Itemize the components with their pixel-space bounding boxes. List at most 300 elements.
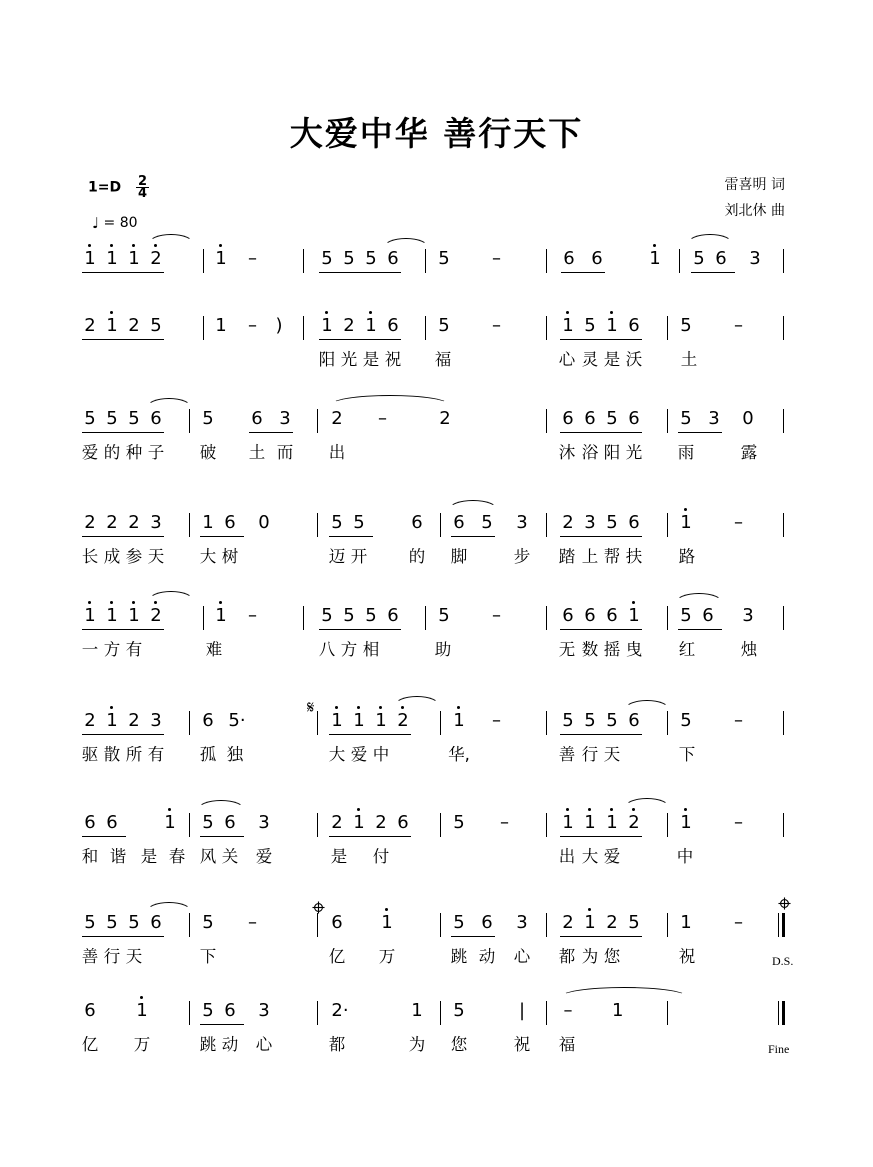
octave-dot-icon	[88, 601, 91, 604]
lyric: 露	[740, 443, 758, 462]
duration-dash: –	[734, 812, 743, 833]
lyric: 曳	[625, 640, 643, 659]
note: 1	[84, 248, 96, 269]
lyric: 阳	[603, 443, 621, 462]
lyric: 行	[103, 947, 121, 966]
octave-dot-icon	[110, 311, 113, 314]
lyric: 踏	[558, 547, 576, 566]
lyric: 华,	[448, 745, 470, 764]
note: 5	[331, 512, 343, 533]
note: 1	[106, 710, 118, 731]
note: 1	[215, 315, 227, 336]
note: 3	[150, 512, 162, 533]
tie-arc	[146, 902, 192, 912]
barline	[546, 1001, 547, 1025]
note: 2	[439, 408, 451, 429]
note: 5	[365, 605, 377, 626]
lyric: 出	[328, 443, 346, 462]
lyric: 的	[408, 547, 426, 566]
lyric: 的	[103, 443, 121, 462]
lyric: 沃	[625, 350, 643, 369]
lyric-row	[0, 639, 873, 665]
beam-line	[329, 836, 411, 837]
note: 5	[202, 912, 214, 933]
duration-dash: –	[500, 812, 509, 833]
barline	[783, 249, 784, 273]
lyric: 动	[221, 1035, 239, 1054]
barline	[203, 249, 204, 273]
beam-line	[451, 936, 495, 937]
note: 6	[411, 512, 423, 533]
note: 5	[453, 812, 465, 833]
lyric: 无	[558, 640, 576, 659]
lyric-row	[0, 442, 873, 468]
note: 6	[251, 408, 263, 429]
barline	[546, 606, 547, 630]
note: 2	[128, 315, 140, 336]
lyric: 您	[450, 1035, 468, 1054]
note: 6	[453, 512, 465, 533]
barline	[546, 913, 547, 937]
lyric: 而	[276, 443, 294, 462]
beam-line	[82, 936, 164, 937]
lyric: 孤	[199, 745, 217, 764]
note: 5	[562, 710, 574, 731]
note: 1	[411, 1000, 423, 1021]
note: 5	[202, 408, 214, 429]
note: 1	[321, 315, 333, 336]
note: 1	[381, 912, 393, 933]
lyric: 土	[248, 443, 266, 462]
beam-line	[319, 629, 401, 630]
octave-dot-icon	[154, 244, 157, 247]
credits	[725, 172, 785, 224]
lyric: 方	[340, 640, 358, 659]
lyricist-credit: 雷喜明 词	[724, 177, 785, 193]
beam-line	[249, 432, 293, 433]
octave-dot-icon	[610, 808, 613, 811]
lyric: 心	[513, 947, 531, 966]
lyric: 大	[581, 847, 599, 866]
note: 6	[331, 912, 343, 933]
duration-dash: –	[492, 248, 501, 269]
beam-line	[678, 432, 722, 433]
lyric: 是	[330, 847, 348, 866]
tie-arc	[624, 700, 670, 710]
note: 6	[224, 512, 236, 533]
lyric: 浴	[581, 443, 599, 462]
lyric: 中	[372, 745, 390, 764]
note: 2	[562, 912, 574, 933]
octave-dot-icon	[219, 244, 222, 247]
note: 5	[693, 248, 705, 269]
note: 6	[202, 710, 214, 731]
lyric: 摇	[603, 640, 621, 659]
beam-line	[82, 536, 164, 537]
barline	[317, 913, 318, 937]
note: 3	[516, 512, 528, 533]
note: 5	[150, 315, 162, 336]
lyric: 烛	[740, 640, 758, 659]
lyric: 行	[581, 745, 599, 764]
lyric-row	[0, 1034, 873, 1060]
lyric: 长	[81, 547, 99, 566]
beam-line	[200, 1024, 244, 1025]
beam-line	[561, 272, 605, 273]
note: 5	[628, 912, 640, 933]
octave-dot-icon	[385, 908, 388, 911]
duration-dash: –	[734, 710, 743, 731]
note: 1	[680, 512, 692, 533]
lyric-row	[0, 744, 873, 770]
octave-dot-icon	[566, 311, 569, 314]
lyric: 独	[226, 745, 244, 764]
lyric-row	[0, 349, 873, 375]
barline	[546, 409, 547, 433]
note: 2	[84, 315, 96, 336]
beam-line	[319, 339, 401, 340]
lyric: 爱	[603, 847, 621, 866]
barline	[303, 606, 304, 630]
lyric: 灵	[581, 350, 599, 369]
lyric: 扶	[625, 547, 643, 566]
lyric: 天	[147, 547, 165, 566]
note: 5	[584, 710, 596, 731]
note: 2	[150, 248, 162, 269]
octave-dot-icon	[379, 706, 382, 709]
octave-dot-icon	[610, 311, 613, 314]
note: 1	[128, 605, 140, 626]
time-signature-denominator: 4	[137, 186, 148, 201]
lyric: 种	[125, 443, 143, 462]
system-9	[0, 1000, 873, 1060]
note: 5	[321, 248, 333, 269]
lyric: 跳	[199, 1035, 217, 1054]
lyric: 光	[340, 350, 358, 369]
lyric: 有	[147, 745, 165, 764]
note: 2	[343, 315, 355, 336]
lyric: 动	[478, 947, 496, 966]
note-row	[0, 512, 873, 546]
note: 3	[279, 408, 291, 429]
duration-dash: –	[492, 605, 501, 626]
note: 6	[584, 408, 596, 429]
beam-line	[560, 936, 642, 937]
barline	[783, 711, 784, 735]
note: 2	[562, 512, 574, 533]
note: 3	[258, 1000, 270, 1021]
barline	[546, 316, 547, 340]
octave-dot-icon	[401, 706, 404, 709]
lyric: 数	[581, 640, 599, 659]
note: 1	[106, 315, 118, 336]
note: 1	[365, 315, 377, 336]
note: 3	[584, 512, 596, 533]
note: 1	[680, 812, 692, 833]
lyric: 八	[318, 640, 336, 659]
beam-line	[560, 339, 642, 340]
lyric: 天	[603, 745, 621, 764]
barline	[189, 1001, 190, 1025]
barline	[783, 409, 784, 433]
beam-line	[200, 836, 244, 837]
beam-line	[329, 536, 373, 537]
note-row	[0, 408, 873, 442]
duration-dash: –	[734, 315, 743, 336]
note: 5	[438, 605, 450, 626]
note: 3	[749, 248, 761, 269]
tie-arc	[448, 500, 498, 510]
note: 5	[481, 512, 493, 533]
tie-arc	[624, 798, 670, 808]
lyric: 亿	[81, 1035, 99, 1054]
beam-line	[560, 536, 642, 537]
coda-icon	[778, 894, 791, 907]
note-row	[0, 912, 873, 946]
lyric: 大	[328, 745, 346, 764]
note: 1	[331, 710, 343, 731]
note: 5	[84, 912, 96, 933]
note-row	[0, 315, 873, 349]
note-row	[0, 812, 873, 846]
note: 6	[563, 248, 575, 269]
note: 6	[387, 248, 399, 269]
octave-dot-icon	[110, 601, 113, 604]
lyric: 福	[558, 1035, 576, 1054]
barline	[546, 813, 547, 837]
octave-dot-icon	[684, 808, 687, 811]
barline	[189, 513, 190, 537]
note: 1	[628, 605, 640, 626]
note: 1	[84, 605, 96, 626]
note: 6	[387, 605, 399, 626]
tie-arc	[560, 987, 688, 997]
octave-dot-icon	[684, 508, 687, 511]
octave-dot-icon	[219, 601, 222, 604]
note: 1	[164, 812, 176, 833]
lyric: 步	[513, 547, 531, 566]
note: 1	[375, 710, 387, 731]
lyric: 迈	[328, 547, 346, 566]
barline	[189, 711, 190, 735]
barline	[546, 711, 547, 735]
note: 5	[606, 408, 618, 429]
lyric: 光	[625, 443, 643, 462]
duration-dash: –	[378, 408, 387, 429]
note: 6	[150, 408, 162, 429]
note: 2	[128, 512, 140, 533]
note: 3	[258, 812, 270, 833]
note: |	[518, 1000, 526, 1021]
duration-dash: –	[734, 912, 743, 933]
beam-line	[82, 339, 164, 340]
octave-dot-icon	[110, 244, 113, 247]
octave-dot-icon	[566, 808, 569, 811]
barline	[317, 513, 318, 537]
lyric: 为	[408, 1035, 426, 1054]
lyric: 雨	[677, 443, 695, 462]
lyric: 红	[678, 640, 696, 659]
octave-dot-icon	[325, 311, 328, 314]
octave-dot-icon	[132, 244, 135, 247]
lyric: 爱	[350, 745, 368, 764]
tie-arc	[148, 591, 194, 601]
octave-dot-icon	[632, 601, 635, 604]
note: 5	[680, 605, 692, 626]
duration-dash: –	[248, 248, 257, 269]
octave-dot-icon	[357, 706, 360, 709]
lyric-row	[0, 282, 873, 308]
beam-line	[678, 629, 722, 630]
note: 5	[365, 248, 377, 269]
lyric: 助	[434, 640, 452, 659]
note: 6	[628, 408, 640, 429]
lyric: 方	[103, 640, 121, 659]
note: 6	[224, 1000, 236, 1021]
barline	[317, 1001, 318, 1025]
lyric: 下	[678, 745, 696, 764]
tie-arc	[330, 395, 450, 405]
time-signature	[136, 176, 149, 199]
beam-line	[560, 836, 642, 837]
note: 5	[202, 812, 214, 833]
note: 6	[562, 408, 574, 429]
system-4	[0, 512, 873, 572]
note: 1	[215, 248, 227, 269]
beam-line	[82, 629, 164, 630]
note: 5	[438, 315, 450, 336]
lyric: 成	[103, 547, 121, 566]
note: 1	[215, 605, 227, 626]
barline	[546, 513, 547, 537]
note: 6	[628, 710, 640, 731]
octave-dot-icon	[140, 996, 143, 999]
beam-line	[560, 734, 642, 735]
lyric: 付	[372, 847, 390, 866]
note: 3	[150, 710, 162, 731]
duration-dash: –	[734, 512, 743, 533]
beam-line	[200, 536, 244, 537]
note: 1	[584, 812, 596, 833]
note: 1	[562, 812, 574, 833]
lyric: 风	[199, 847, 217, 866]
lyric: 树	[221, 547, 239, 566]
tie-arc	[197, 800, 245, 810]
lyric: 土	[680, 350, 698, 369]
barline	[189, 813, 190, 837]
note: 6	[150, 912, 162, 933]
coda-icon	[312, 898, 325, 911]
lyric: 散	[103, 745, 121, 764]
note: 1	[606, 315, 618, 336]
barline	[303, 316, 304, 340]
lyric: 大	[199, 547, 217, 566]
barline	[679, 249, 680, 273]
tie-arc	[383, 238, 429, 248]
beam-line	[691, 272, 735, 273]
beam-line	[319, 272, 401, 273]
lyric: 出	[558, 847, 576, 866]
note: 5	[84, 408, 96, 429]
note: 5·	[228, 710, 246, 731]
note: 5	[343, 248, 355, 269]
note: 5	[606, 710, 618, 731]
lyric: 脚	[450, 547, 468, 566]
lyric-row	[0, 546, 873, 572]
lyric: 祝	[513, 1035, 531, 1054]
tie-arc	[148, 234, 194, 244]
tie-arc	[687, 234, 733, 244]
barline	[189, 409, 190, 433]
note: 1	[680, 912, 692, 933]
note: 3	[516, 912, 528, 933]
note: 5	[438, 248, 450, 269]
note: 2	[397, 710, 409, 731]
beam-line	[82, 272, 164, 273]
lyric: 谐	[109, 847, 127, 866]
octave-dot-icon	[653, 244, 656, 247]
note: 6	[387, 315, 399, 336]
system-5	[0, 605, 873, 665]
note: 2	[628, 812, 640, 833]
lyric: 有	[125, 640, 143, 659]
tempo-marking	[92, 213, 138, 231]
lyric: 都	[328, 1035, 346, 1054]
octave-dot-icon	[588, 808, 591, 811]
octave-dot-icon	[357, 808, 360, 811]
lyric: 阳	[318, 350, 336, 369]
lyric: 爱	[255, 847, 273, 866]
lyric: 万	[378, 947, 396, 966]
barline	[667, 513, 668, 537]
segno-icon: 𝄋	[307, 698, 315, 718]
note: 1	[353, 710, 365, 731]
lyric: 福	[434, 350, 452, 369]
beam-line	[82, 734, 164, 735]
note: 3	[708, 408, 720, 429]
note: 5	[321, 605, 333, 626]
barline	[440, 813, 441, 837]
octave-dot-icon	[110, 706, 113, 709]
lyric: 开	[350, 547, 368, 566]
note: 5	[453, 1000, 465, 1021]
note: 2	[331, 408, 343, 429]
lyric: 心	[255, 1035, 273, 1054]
lyric: 祝	[384, 350, 402, 369]
lyric-row	[0, 846, 873, 872]
system-3	[0, 408, 873, 468]
barline	[317, 813, 318, 837]
lyric: 和	[81, 847, 99, 866]
lyric: 路	[678, 547, 696, 566]
beam-line	[451, 536, 495, 537]
barline	[667, 316, 668, 340]
octave-dot-icon	[168, 808, 171, 811]
note: 0	[742, 408, 754, 429]
duration-dash: 1	[612, 1000, 624, 1021]
barline	[546, 249, 547, 273]
barline	[440, 711, 441, 735]
note: 5	[606, 512, 618, 533]
note: 6	[628, 512, 640, 533]
quarter-note-icon: ♩	[92, 214, 100, 232]
octave-dot-icon	[588, 908, 591, 911]
barline	[667, 1001, 668, 1025]
lyric: 都	[558, 947, 576, 966]
note-row	[0, 1000, 873, 1034]
lyric: 是	[362, 350, 380, 369]
barline	[425, 249, 426, 273]
